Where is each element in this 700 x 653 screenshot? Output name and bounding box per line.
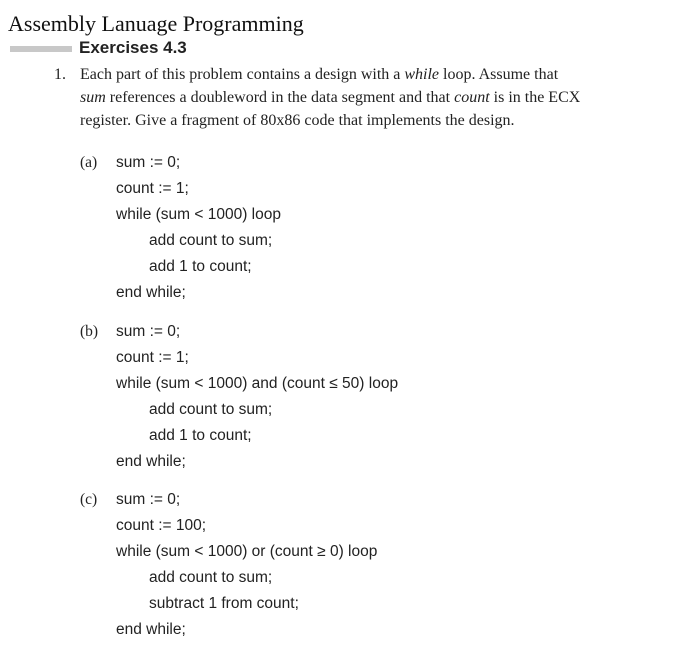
code-line: while (sum < 1000) or (count ≥ 0) loop: [116, 543, 378, 560]
problem-text-fragment: is in the ECX: [493, 89, 581, 106]
design-part-a: [80, 151, 281, 307]
code-line: add count to sum;: [149, 232, 273, 249]
page-title: Assembly Lanuage Programming: [8, 11, 304, 36]
section-marker-bar: [10, 46, 72, 52]
code-line: [80, 151, 281, 177]
problem-statement: [80, 63, 655, 132]
problem-emphasis-sum: sum: [80, 89, 106, 106]
code-line: end while;: [116, 284, 186, 301]
problem-emphasis-count: count: [454, 89, 490, 106]
code-line: [80, 488, 377, 514]
code-text: sum := 0;: [116, 323, 181, 340]
code-line: while (sum < 1000) loop: [116, 206, 281, 223]
code-line: end while;: [116, 453, 186, 470]
problem-line-2: [80, 86, 655, 109]
design-part-b: [80, 320, 398, 476]
design-part-c: [80, 488, 377, 644]
code-line: add count to sum;: [149, 569, 273, 586]
code-line: end while;: [116, 621, 186, 638]
code-line: count := 100;: [116, 517, 207, 534]
code-line: while (sum < 1000) and (count ≤ 50) loop: [116, 375, 399, 392]
problem-emphasis-while: while: [404, 66, 440, 83]
code-line: count := 1;: [116, 180, 189, 197]
code-text: sum := 0;: [116, 491, 181, 508]
part-label: (c): [80, 491, 98, 508]
code-line: subtract 1 from count;: [149, 595, 299, 612]
code-text: sum := 0;: [116, 154, 181, 171]
problem-text-fragment: Each part of this problem contains a design with a: [80, 66, 401, 83]
part-label: (a): [80, 154, 98, 171]
section-heading: Exercises 4.3: [79, 38, 187, 57]
part-label: (b): [80, 323, 99, 340]
problem-line-3: register. Give a fragment of 80x86 code that implements the design.: [80, 112, 515, 129]
problem-text-fragment: references a doubleword in the data segment and that: [109, 89, 451, 106]
code-line: count := 1;: [116, 349, 189, 366]
code-line: add count to sum;: [149, 401, 273, 418]
problem-line-1: [80, 63, 655, 86]
code-line: add 1 to count;: [149, 258, 252, 275]
problem-text-fragment: loop. Assume that: [443, 66, 559, 83]
code-line: [80, 320, 398, 346]
code-line: add 1 to count;: [149, 427, 252, 444]
problem-number: 1.: [54, 66, 66, 83]
